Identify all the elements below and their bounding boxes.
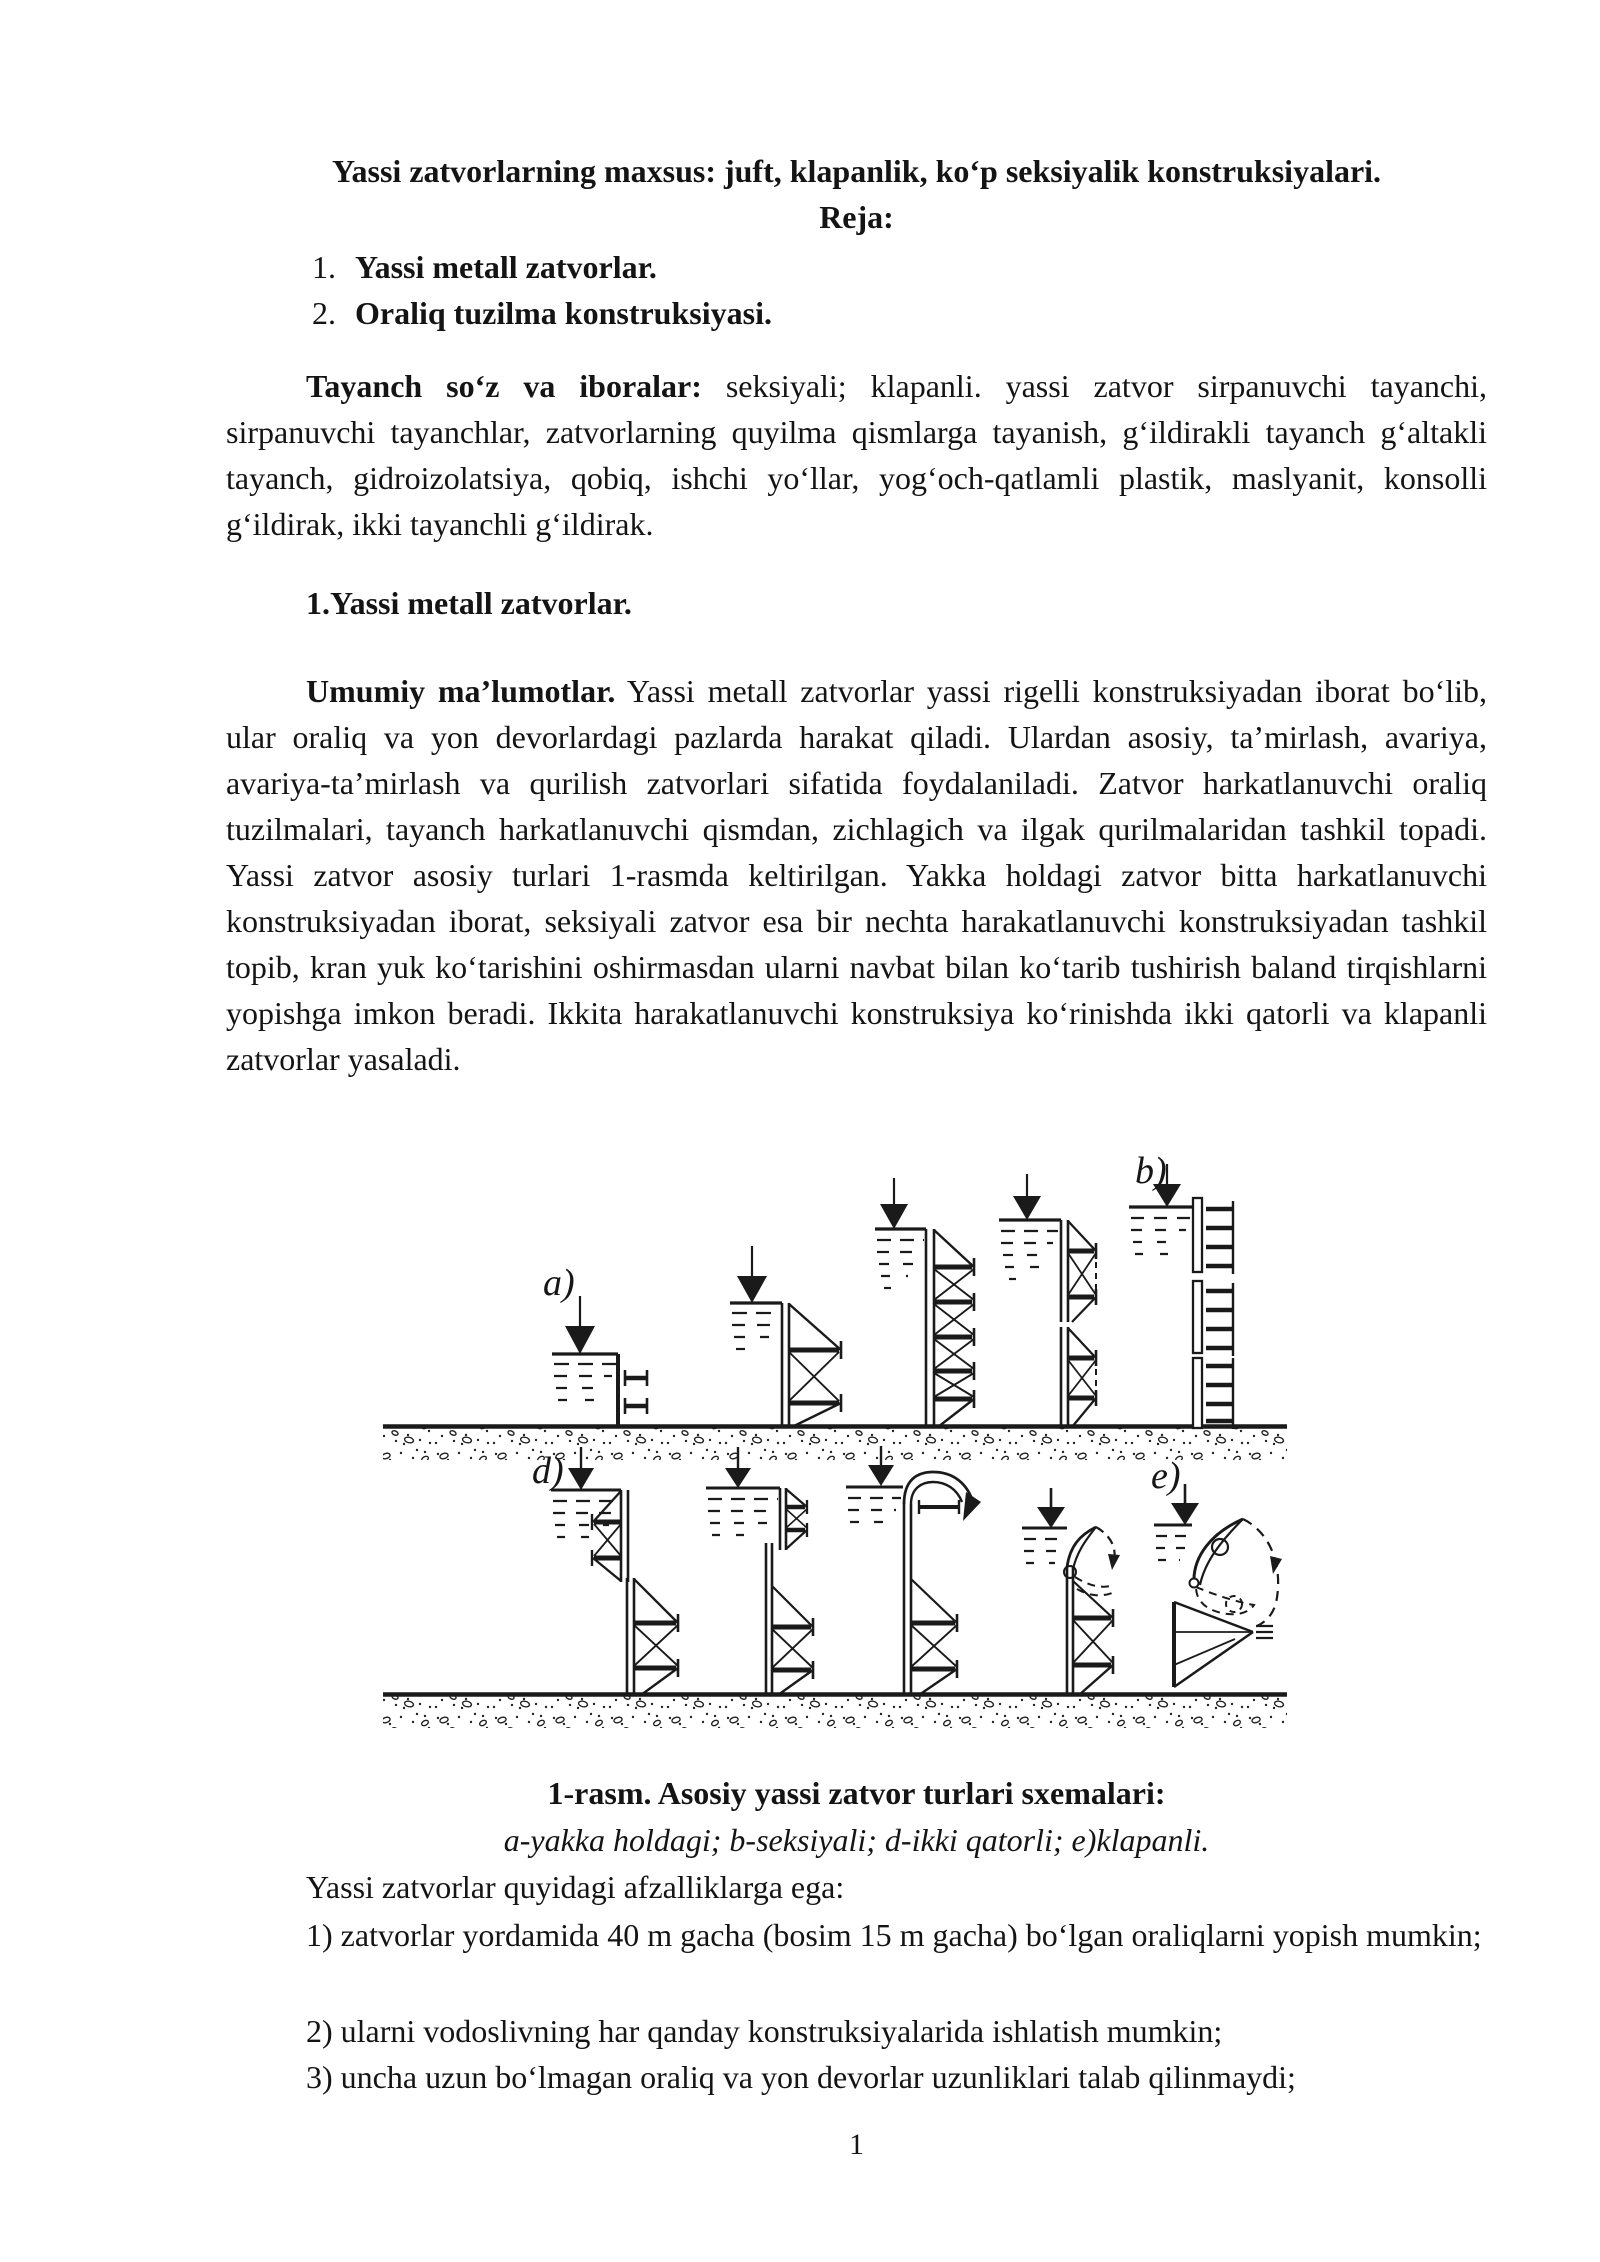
figure-label-e: e) xyxy=(1151,1455,1181,1497)
plan-item-1-number: 1. xyxy=(312,249,336,285)
load-arrow-icon xyxy=(880,1204,908,1229)
general-rest: Yassi metall zatvorlar yassi rigelli konstruksiyadan iborat boʻlib, ular oraliq va yon devorlardagi pazlarda harakat qiladi. Ulardan asosiy, ta’mirlash, avariya, avariya-ta’mirlash va qurilish zatvorlari sifatida foydalaniladi. Zatvor harkatlanuvchi oraliq tuzilmalari, tayanch harkatlanuvchi qismdan, zichlagich va ilgak qurilmalaridan tashkil topadi. Yassi zatvor asosiy turlari 1-rasmda keltirilgan. Yakka holdagi zatvor bitta harkatlanuvchi konstruksiyadan iborat, seksiyali zatvor esa bir nechta harakatlanuvchi konstruksiyadan tashkil topib, kran yuk koʻtarishini oshirmasdan ularni navbat bilan koʻtarib tushirish baland tirqishlarni yopishga imkon beradi. Ikkita harakatlanuvchi konstruksiya koʻrinishda ikki qatorli va klapanli zatvorlar yasaladi. xyxy=(226,673,1488,1077)
gate-tall-truss xyxy=(875,1178,974,1427)
keywords-rest: seksiyali; klapanli. yassi zatvor sirpanuvchi tayanchi, sirpanuvchi tayanchlar, zatvorlarning quyilma qismlarga tayanish, gʻildirakli tayanch gʻaltakli tayanch, gidroizolatsiya, qobiq, ishchi yoʻllar, yogʻoch-qatlamli plastik, maslyanit, konsolli gʻildirak, ikki tayanchli gʻildirak. xyxy=(226,368,1487,542)
load-arrow-icon xyxy=(868,1465,894,1486)
plan-list xyxy=(312,244,1412,336)
ground-band-bottom xyxy=(383,1695,1287,1729)
plan-item-1-label: Yassi metall zatvorlar. xyxy=(355,249,657,285)
load-arrow-icon xyxy=(1171,1503,1199,1525)
advantages-intro: Yassi zatvorlar quyidagi afzalliklarga ega: xyxy=(306,1869,845,1905)
gate-double-row-2 xyxy=(706,1447,813,1695)
load-arrow-icon xyxy=(737,1276,767,1303)
advantage-item-2: 2) ularni vodoslivning har qanday konstruksiyalarida ishlatish mumkin; xyxy=(306,2013,1223,2049)
load-arrow-icon xyxy=(1037,1507,1065,1528)
general-paragraph xyxy=(226,668,1487,1082)
advantage-item-1: 1) zatvorlar yordamida 40 m gacha (bosim 15 m gacha) boʻlgan oraliqlarni yopish mumkin; xyxy=(306,1917,1482,1953)
plan-item-2-number: 2. xyxy=(312,295,336,331)
load-arrow-icon xyxy=(1013,1196,1041,1220)
rotation-arrowhead xyxy=(1108,1554,1120,1570)
page-number: 1 xyxy=(849,2128,864,2161)
plan-item-2 xyxy=(312,290,1412,336)
figure-label-d: d) xyxy=(532,1450,564,1492)
figure-1-gate-schematics xyxy=(375,1150,1295,1735)
page-title: Yassi zatvorlarning maxsus: juft, klapanlik, koʻp seksiyalik konstruksiyalari. xyxy=(331,153,1382,189)
gate-top-flap xyxy=(1022,1488,1120,1695)
figure-label-a: a) xyxy=(543,1262,575,1304)
figure-caption-title: 1-rasm. Asosiy yassi zatvor turlari sxemalari: xyxy=(547,1775,1166,1811)
gate-single-truss xyxy=(730,1246,841,1427)
figure-label-b: b) xyxy=(1135,1150,1167,1192)
advantage-item-3: 3) uncha uzun boʻlmagan oraliq va yon devorlar uzunliklari talab qilinmaydi; xyxy=(306,2059,1296,2095)
figure-caption-legend: a-yakka holdagi; b-seksiyali; d-ikki qatorli; e)klapanli. xyxy=(503,1822,1210,1858)
load-arrow-icon xyxy=(568,1468,594,1490)
gate-single-low xyxy=(552,1296,647,1427)
plan-heading: Reja: xyxy=(819,199,894,235)
load-arrow-icon xyxy=(565,1326,595,1354)
gate-klapan xyxy=(1154,1484,1282,1687)
gate-sectional-truss xyxy=(999,1174,1096,1427)
keywords-paragraph xyxy=(226,363,1487,547)
rotation-arrowhead xyxy=(1270,1556,1282,1574)
general-lead: Umumiy ma’lumotlar. xyxy=(306,673,616,709)
gate-hook-top xyxy=(846,1446,981,1695)
hook-tip xyxy=(963,1492,981,1521)
plan-item-2-label: Oraliq tuzilma konstruksiyasi. xyxy=(355,295,772,331)
load-arrow-icon xyxy=(725,1468,751,1488)
gate-sectional-beams xyxy=(1129,1164,1233,1429)
figure-1-drawing xyxy=(375,1150,1295,1735)
section-1-heading: 1.Yassi metall zatvorlar. xyxy=(306,585,632,621)
keywords-lead: Tayanch soʻz va iboralar: xyxy=(306,368,702,404)
title-block xyxy=(226,148,1487,240)
plan-item-1 xyxy=(312,244,1412,290)
gate-double-row-1 xyxy=(551,1447,678,1695)
